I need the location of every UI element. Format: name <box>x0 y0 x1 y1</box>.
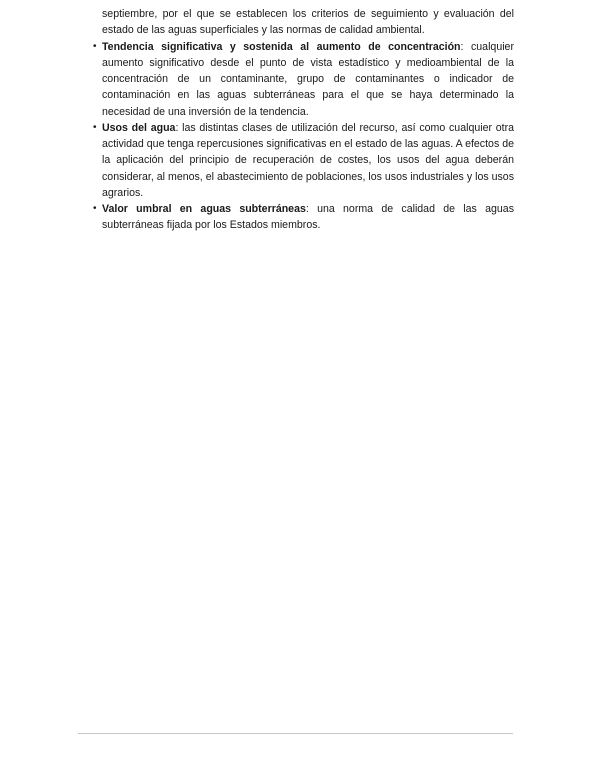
definition-text: : una norma de calidad de las aguas subterráneas fijada por los Estados miembros. <box>102 203 514 232</box>
definition-item <box>84 201 514 234</box>
definition-list <box>84 39 514 234</box>
definition-term: Valor umbral en aguas subterráneas <box>102 203 306 215</box>
definition-text: : las distintas clases de utilización del recurso, así como cualquier otra actividad que tenga repercusiones significativas en el estado de las aguas. A efectos de la aplicación del principio de recuperación de costes, los usos del agua deberán considerar, al menos, el abastecimiento de poblaciones, los usos industriales y los usos agrarios. <box>102 121 514 199</box>
definition-term: Tendencia significativa y sostenida al aumento de concentración <box>102 40 461 53</box>
bullet-icon: • <box>93 121 97 133</box>
definition-text: : cualquier aumento significativo desde el punto de vista estadístico y medioambiental de la concentración de un contaminante, grupo de contaminantes o indicador de contaminación en las aguas subterráneas para el que se haya determinado la necesidad de una inversión de la tendencia. <box>102 40 514 118</box>
bullet-icon: • <box>93 40 97 52</box>
page-body <box>84 6 514 234</box>
definition-term: Usos del agua <box>102 121 176 134</box>
bullet-icon: • <box>93 203 97 214</box>
footer-divider <box>78 733 513 734</box>
continuation-paragraph: septiembre, por el que se establecen los criterios de seguimiento y evaluación del estado de las aguas superficiales y las normas de calidad ambiental. <box>102 8 514 37</box>
definition-item <box>84 120 514 201</box>
definition-item <box>84 39 514 120</box>
